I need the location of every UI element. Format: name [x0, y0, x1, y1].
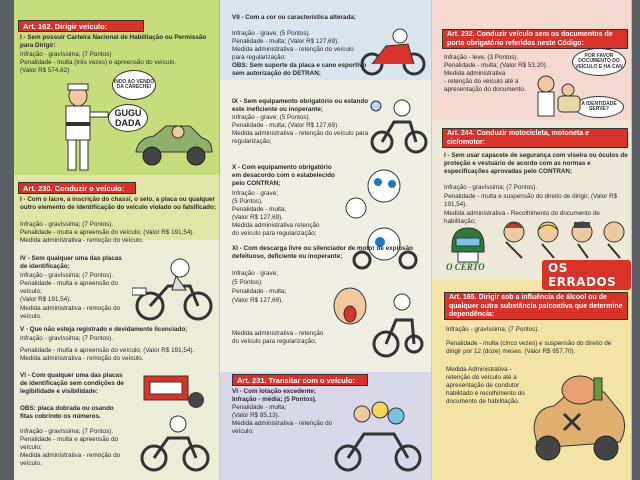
art230-line: Infração - gravíssima; (7 Pontos). — [20, 272, 114, 279]
art230-line: Medida administrativa retenção do veículo para regularização; — [232, 222, 320, 238]
art230-item-iv-title: IV - Sem qualquer uma das placas de identificação; — [20, 255, 122, 271]
art230-line: Penalidade - multa e apreensão do veículo; (Valor R$ 191,54). — [20, 347, 195, 354]
helmet-rider-correct-illustration — [444, 224, 490, 264]
drunk-driver-illustration — [524, 360, 628, 470]
car-illustration — [132, 118, 214, 170]
speech-bubble-officer: INDO AO VENDO DA CARECHE! — [112, 70, 156, 100]
art230-line: Medida administrativa - retenção do veículo para regularização; — [232, 130, 369, 146]
art230-item-vii-title: VII - Com a cor ou característica alterada; — [232, 14, 356, 21]
art231-line: (Valor R$ 85,13). — [232, 412, 280, 419]
art230-line: Penalidade - multa e apreensão do veículo; — [20, 436, 119, 452]
art165-line: Medida Administrativa - retenção do veículo até a apresentação de condutor habilitado e recolhimento do documento de habilitação. — [446, 366, 525, 406]
wrong-label: OS ERRADOS — [542, 260, 631, 290]
officer-motorist-illustration — [532, 74, 582, 122]
speech-bubble-identity: A IDENTIDADE SERVE? — [574, 96, 624, 118]
art232-header: Art. 232. Conduzir veículo sem os documentos de porte obrigatório referidos neste Código: — [442, 29, 628, 49]
art232-line: Infração - leve; (3 Pontos). — [444, 54, 519, 61]
panel-right — [432, 0, 632, 480]
art230-line: (Valor R$ 191,54). — [20, 296, 71, 303]
art230-line: Penalidade - multa; (Valor R$ 127,69). — [232, 122, 339, 129]
art230-line: Penalidade - multa; (Valor R$ 127,69). — [232, 38, 339, 45]
art165-line: Infração - gravíssima; (7 Pontos). — [446, 326, 540, 333]
art232-line: Penalidade - multa; (Valor R$ 53,20). — [444, 62, 548, 69]
art230-item-x-title: X - Com equipamento obrigatório em desacordo com o estabelecido pelo CONTRAN; — [232, 164, 335, 188]
art230-line: (5 Pontos). — [232, 279, 263, 286]
art230-line: Infração - gravíssima; (7 Pontos). — [20, 335, 114, 342]
art244-line: Medida administrativa - Recolhimento do documento de habilitação; — [444, 210, 600, 226]
art162-header: Art. 162. Dirigir veículo: — [18, 20, 144, 32]
art244-line: Penalidade - multa e suspensão do direito de dirigir; (Valor R$ 191,54). — [444, 193, 618, 209]
art165-line: Penalidade - multa (cinco vezes) e suspensão do direito de dirigir por 12 (doze) meses. (Valor R$ 957,70). — [446, 340, 612, 356]
art230-item-v-title: V - Que não esteja registrado e devidamente licenciado; — [20, 326, 188, 333]
officer-illustration — [54, 82, 114, 177]
art230-line: Medida administrativa - remoção do veículo. — [20, 237, 144, 244]
art230-item-vi-title: VI - Com qualquer uma das placas de identificação sem condições de legibilidade e visibilidade: — [20, 372, 124, 396]
motorcycle-illustration — [138, 414, 212, 474]
mirror-illustration — [368, 96, 428, 156]
art162-line: Penalidade - multa (três vezes) e apreensão do veículo. — [20, 59, 177, 66]
speech-bubble-baby: GUGU DADA — [108, 104, 148, 132]
art230-line: Penalidade - multa; — [232, 288, 287, 295]
art230-line: Infração - gravíssima; (7 Pontos). — [20, 428, 114, 435]
art230-header: Art. 230. Conduzir o veículo: — [18, 182, 136, 194]
panel-middle — [220, 0, 432, 480]
art230-item-i-title: I - Com o lacre, a inscrição do chassi, o selo, a placa ou qualquer outro elemento de identificação do veículo violado ou falsificado; — [20, 196, 216, 212]
art230-line: Medida administrativa - retenção do veículo para regularização; — [232, 46, 354, 62]
art230-line: Medida administrativa - remoção do veículo. — [20, 355, 144, 362]
correct-label: O CERTO — [446, 262, 485, 272]
art230-line: Infração - grave; — [232, 270, 278, 277]
art231-item-vi-title: VI - Com lotação excedente; — [232, 388, 316, 395]
art232-line: Medida administrativa — [444, 70, 506, 77]
art230-obs: OBS: Sem suporte da placa e cano esportivo sem autorização do DETRAN; — [232, 62, 367, 78]
art231-line: Infração - média; (5 Pontos). — [232, 396, 317, 403]
helmet-rider-wrong-illustration — [498, 218, 626, 260]
art230-item-ix-title: IX - Sem equipamento obrigatório ou estando este ineficiente ou inoperante; — [232, 98, 369, 114]
art244-item-i-title: I - Sem usar capacete de segurança com viseira ou óculos de proteção e vestuário de acordo com as normas e especificações aprovadas pelo CONTRAN; — [444, 152, 628, 176]
art230-line: (5 Pontos). — [232, 198, 263, 205]
art230-line: Infração - grave; (5 Pontos). — [232, 30, 311, 37]
art230-line: Medida administrativa - remoção do veículo. — [20, 305, 121, 321]
art230-obs: OBS: placa dobrada ou usando fitas cobrindo os números. — [20, 405, 114, 421]
sport-motorcycle-illustration — [360, 28, 426, 76]
art230-line: Penalidade - multa e apreensão do veículo; (Valor R$ 191,54). — [20, 229, 195, 236]
art230-line: Infração - grave; (5 Pontos). — [232, 114, 311, 121]
motorcycle-plate-illustration — [132, 256, 216, 322]
art244-header: Art. 244. Conduzir motocicleta, motoneta e ciclomotor: — [442, 128, 628, 148]
art230-line: Penalidade - multa e apreensão do veículo; — [20, 280, 119, 296]
art230-item-xi-title: XI - Com descarga livre ou silenciador de motor de explosão defeituoso, deficiente ou inoperante; — [232, 245, 413, 261]
noisy-motorcycle-illustration — [324, 280, 424, 360]
art165-header: Art. 165. Dirigir sob a influência de álcool ou de qualquer outra substância psicoativa que determine dependência: — [444, 292, 628, 320]
art230-line: Infração - gravíssima; (7 Pontos). — [20, 221, 114, 228]
art162-item-i-title: I - Sem possuir Carteira Nacional de Habilitação ou Permissão para Dirigir: — [20, 34, 207, 50]
folded-plate-illustration — [134, 370, 214, 410]
art162-line: (Valor R$ 574,62) — [20, 67, 70, 74]
art231-line: Penalidade - multa; — [232, 404, 287, 411]
art244-line: Infração - gravíssima; (7 Pontos). — [444, 184, 538, 191]
art230-line: Infração - grave; — [232, 190, 278, 197]
art230-line: Penalidade - multa; — [232, 206, 287, 213]
art231-header: Art. 231. Transitar com o veículo: — [232, 374, 368, 386]
panel-left — [14, 0, 220, 480]
overloaded-motorcycle-illustration — [330, 396, 426, 474]
art230-line: (Valor R$ 127,69). — [232, 297, 283, 304]
art230-line: Medida administrativa - retenção do veículo para regularização; — [232, 330, 324, 346]
speech-bubble-documents: POR FAVOR DOCUMENTO DO VEÍCULO E HA CAN — [572, 48, 626, 76]
art230-line: (Valor R$ 127,69). — [232, 214, 283, 221]
art231-line: Medida administrativa - retenção do veículo; — [232, 420, 333, 436]
art232-line: - retenção do veículo até a apresentação do documento. — [444, 78, 526, 94]
art162-line: Infração - gravíssima; (7 Pontos) — [20, 51, 112, 58]
art230-line: Medida administrativa - remoção do veículo. — [20, 452, 121, 468]
